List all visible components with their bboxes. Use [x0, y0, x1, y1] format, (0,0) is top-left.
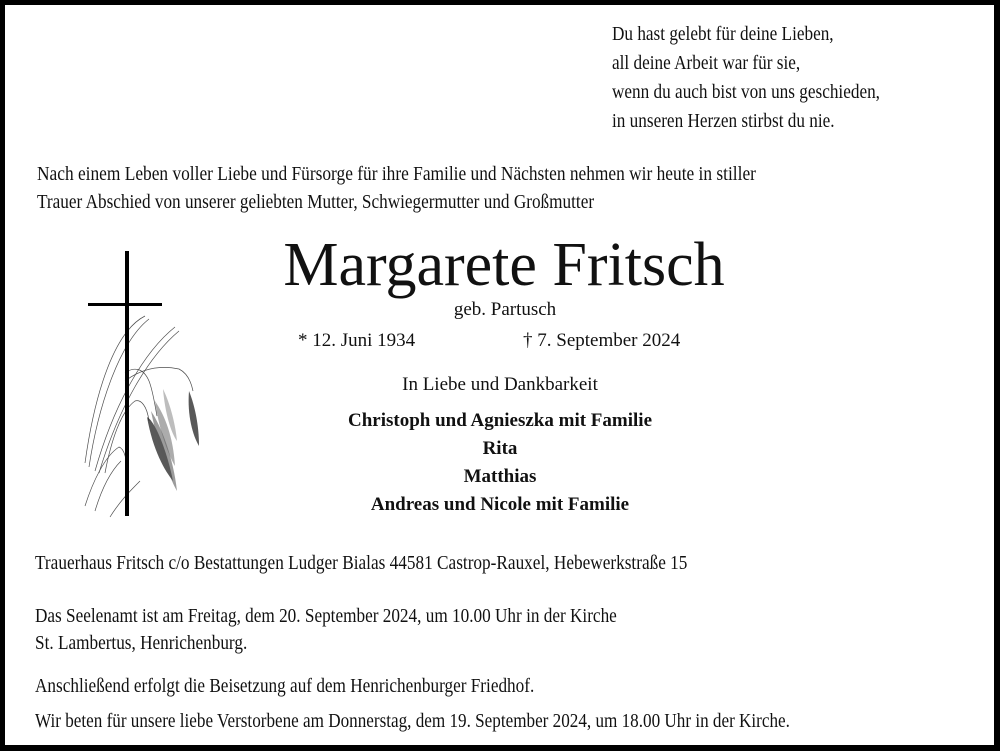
- birth-date: * 12. Juni 1934: [298, 330, 416, 351]
- obituary-notice: [5, 5, 994, 745]
- mourner-name: Andreas und Nicole mit Familie: [370, 494, 630, 515]
- service-line: St. Lambertus, Henrichenburg.: [35, 632, 248, 654]
- prayer-info: Wir beten für unsere liebe Verstorbene am Donnerstag, dem 19. September 2024, um 18.00 Uhr in der Kirche.: [35, 710, 790, 732]
- burial-info: Anschließend erfolgt die Beisetzung auf dem Henrichenburger Friedhof.: [35, 675, 535, 697]
- mourner-name: Rita: [482, 438, 518, 459]
- mourner-name: Matthias: [463, 466, 537, 487]
- intro-line: Trauer Abschied von unserer geliebten Mutter, Schwiegermutter und Großmutter: [37, 191, 595, 213]
- mourners-heading: In Liebe und Dankbarkeit: [402, 374, 598, 395]
- intro-line: Nach einem Leben voller Liebe und Fürsorge für ihre Familie und Nächsten nehmen wir heute in stiller: [37, 163, 756, 185]
- cross-with-wheat-icon: [65, 241, 205, 521]
- mourner-name: Christoph und Agnieszka mit Familie: [347, 410, 653, 431]
- maiden-name: geb. Partusch: [453, 299, 557, 320]
- poem-line: wenn du auch bist von uns geschieden,: [612, 81, 880, 103]
- service-line: Das Seelenamt ist am Freitag, dem 20. September 2024, um 10.00 Uhr in der Kirche: [35, 605, 617, 627]
- death-date: † 7. September 2024: [523, 330, 681, 351]
- poem-line: in unseren Herzen stirbst du nie.: [612, 110, 835, 132]
- deceased-name: Margarete Fritsch: [283, 231, 725, 299]
- poem-line: all deine Arbeit war für sie,: [612, 52, 801, 74]
- poem-line: Du hast gelebt für deine Lieben,: [612, 23, 834, 45]
- address: Trauerhaus Fritsch c/o Bestattungen Ludger Bialas 44581 Castrop-Rauxel, Hebewerkstraße 15: [35, 552, 688, 574]
